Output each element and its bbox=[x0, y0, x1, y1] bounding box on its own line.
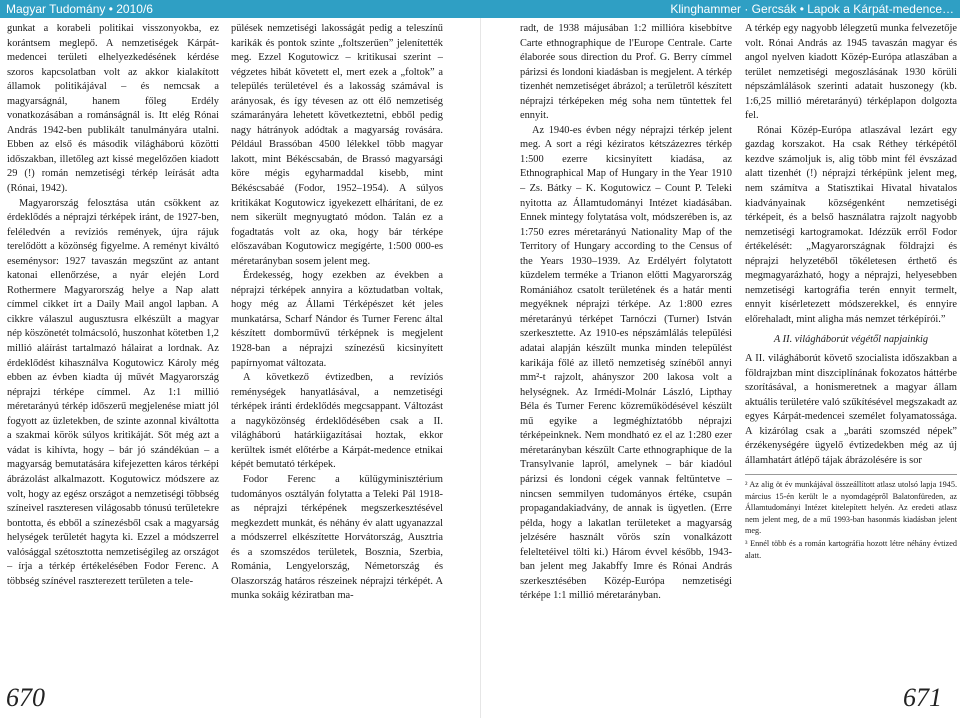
paragraph: radt, de 1938 májusában 1:2 millióra kisebbítve Carte ethnographique de l'Europe Centrale. Carte élaborée sous direction du Prof. G. Berry címmel párizsi és londoni kiadásban is megjelent. A térkép tizenhét nemzetiséget ábrázol; a területről készített néprajzi térképeken még soha nem tüntettek fel ennyit. bbox=[520, 23, 732, 122]
text-column-3 bbox=[520, 22, 732, 650]
text-column-4 bbox=[745, 22, 957, 650]
paragraph: Érdekesség, hogy ezekben az években a néprajzi térképek annyira a köztudatban voltak, hogy még az Állami Térképészet két jeles munkatársa, Scharf Nándor és Turner Ferenc által készített domborművű térképnek is megjelent 1928-ban a néprajzi színezésű kicsinyített papírnyomat változata. bbox=[231, 270, 443, 369]
footnote: ³ Ennél több és a román kartográfia hozott létre néhány évtized alatt. bbox=[745, 539, 957, 560]
paragraph: Az 1940-es évben négy néprajzi térkép jelent meg. A sort a régi kéziratos kétszázezres térkép 1:500 ezerre kicsinyített kiadása, az Ethnographical Map of Hungary in the Year 1910 – Zs. Bátky – K. Kogutowicz – Count P. Teleki nyitotta az Államtudományi Intézet kiadásában. Ennek mintegy folytatása volt, módszerében is, az 1:750 ezres méretarányú Nationality Map of the Territory of Hungary according to the Census of the Years 1930–1939. Az Erdélyért folytatott küzdelem terméke a Trianon előtti Magyarország Romániához csatolt területének és a határ menti megyéknek néprajzi térképe. Az 1:800 ezres méretarányú térképet Tarnóczi (Turner) István szerkesztette. Az 1910-es népszámlálás települési adatai alapján készült munka minden települést karikája főlé az illető nemzetiség színéből annyi mm²-t rajzolt, ahányszor 200 lakosa volt a helységnek. Az Irmédi-Molnár László, Lipthay Béla és Turner Ferenc közreműködésével készült mű egyike a legméghíztatóbb néprajzi térképeinknek. Nem mondható ez el az 1:280 ezer méretarányban készült Carte ethnographique de la Transylvanie lapról, amelynek – bár kiadóul párizsi és londoni cégek vannak feltüntetve – nincsen semmilyen tudományos értéke, csupán propagandakiadvány, de annak is ügyetlen. (Erre példa, hogy a lakatlan területeket a magyarság jelzésére használt vörös szín vonalkázott feleltetéivel tölti ki.) Három évvel később, 1943-ban jelent meg Jakabffy Imre és Rónai András szerkesztésében Közép-Európa nemzetiségi térképe 1:1 millió méretarányban. bbox=[520, 124, 732, 602]
footnote: ² Az alig öt év munkájával összeállított atlasz utolsó lapja 1945. március 15-én került le a nyomdagépről Balatonfüreden, az Államtudományi Intézet kitelepített helyén. Az eredeti atlasz nem jelent meg, de a mű 1993-ban hasonmás kiadásban jelent meg. bbox=[745, 480, 957, 536]
paragraph: A térkép egy nagyobb lélegzetű munka felvezetője volt. Rónai András az 1945 tavaszán magyar és angol nyelven kiadott Közép-Európa atlaszában a terület nemzetiségi megoszlásának 1930 körüli népszámlálások szerinti adatait huszonegy (kb. 1:6,25 millió méretarányú) térképlapon dolgozta fel. bbox=[745, 23, 957, 122]
running-header-left: Magyar Tudomány • 2010/6 bbox=[0, 0, 480, 18]
paragraph: Magyarország felosztása után csökkent az érdeklődés a néprajzi térképek iránt, de 1927-ben, feléledvén a revíziós remények, újra rájuk terelődött a közönség figyelme. A reményt kiváltó eseménysor: 1927 tavaszán megszűnt az antant katonai ellenőrzése, a nyár elején Lord Rothermere Magyarország helye a Nap alatt címmel cikket írt a Daily Mail angol lapban. A cikkre válaszul augusztusra elkészült a magyar nép köszönetét tolmácsoló, huszonhat kötetben 1,2 millió aláírást tartalmazó hálairat a lordnak. Az érdeklődést kihasználva Kogutowicz Károly még ebben az évben kiadta új művét Magyarország néprajzi térképe címmel. Az 1:1 millió méretarányú térkép időszerű megjelenése miatt jól fogyott az üzletekben, de szinte azonnal kiváltotta a szakmai körök súlyos kritikáját. Sőt még azt a vádat is kihívta, hogy – bár jó szándékúan – a magyarság bemutatására kifejezetten káros térképi ábrázolást alkalmazott. Kogutowicz módszere az volt, hogy az egész országot a nemzetiségi többség színeivel raszteresen világosabb tónusú területekre bontotta, és ebből a színezésből csak a magyarság helységek területét hagyta ki. Ezzel a módszerrel valósággal szétosztotta nemzetiségileg az országot – írja a térkép értékelésében Fodor Ferenc. A többség színével raszterezett területen a tele- bbox=[7, 197, 219, 587]
text-column-2 bbox=[231, 22, 443, 650]
paragraph: A II. világháborút követő szocialista időszakban a földrajzban mint diszciplínának fokozatos háttérbe szorításával, a honismeretnek a magyar állam aktuális területére való szűkítésével megszakadt az egyes Kárpát-medencei személet folyamatossága. A kizárólag csak a „baráti szomszéd népek” érzékenységére ügyelő évtizedekben még az új államhatárt átlépő tájak ábrázolésére is sor bbox=[745, 353, 957, 466]
page-number-left: 670 bbox=[6, 683, 45, 712]
paragraph: pülések nemzetiségi lakosságát pedig a teleszínű karikák és pontok szinte „foltszerűen” jelenítették meg. Ezzel Kogutowicz – kritikusai szerint – végzetes hibát követett el, mert ezek a „foltok” a település területével és a lakosság számával is arányosak, és így tévesen az ott élő nemzetiség számarányára lehetett következtetni, ebből pedig nagy hátrányok adódtak a magyarság rovására. Például Brassóban 4500 lélekkel több magyar lakott, mint Békéscsabán, de Brassó magyarsági köre mégis egyharmaddal kisebb, mint Békéscsabáé (Fodor, 1952–1954). A súlyos kritikákat Kogutowicz igyekezett elhárítani, de ez nem sikerült megnyugtató módon. Talán ez a fogadtatás volt az oka, hogy bár térképe előszavában Kogutowicz megígérte, 1:500 000-es méretarányban sosem jelent meg. bbox=[231, 23, 443, 267]
text-column-1 bbox=[7, 22, 219, 650]
page-number-right: 671 bbox=[903, 683, 942, 712]
paragraph: A következő évtizedben, a revíziós reménységek hanyatlásával, a nemzetiségi térképek iránti érdeklődés megcsappant. Változást a nagyközönség érdeklődésében csak a II. világháború határkiigazításai hoztak, ekkor kerültek ismét előtérbe a Kárpát-medence etnikai képét bemutató térképek. bbox=[231, 372, 443, 471]
paragraph: Rónai Közép-Európa atlaszával lezárt egy gazdag korszakot. Ha csak Réthey térképétől kezdve számoljuk is, alig több mint fél évszázad alatt tizenhét (!) néprajzi térképünk jelent meg, nem számítva a Statisztikai Hivatal hivatalos kiadványainak községenként nemzetiségi térképeit, és a belső használatra rajzolt nagyobb nemzetiségi kartogramokat. Idézzük erről Fodor értékelését: „Magyarországnak földrajzi és néprajzi helyzetéből tökéletesen érthető és megmagyarázható, hogy a néprajzi, helyesebben nemzetiségi kartográfia terén ennyit termelt, ennyit kísérletezett módszerekkel, és ennyire előrehaladt, mint aligha más nemzet térképírói.” bbox=[745, 124, 957, 325]
paragraph: gunkat a korabeli politikai visszonyokba, ez korántsem meglepő. A nemzetiségek Kárpát-medencei területi elhelyezkedésének kérdése szoros kapcsolatban volt az akkor kialakított államok politikájával – és nemcsak a magyarságnál, hanem főleg Erdély vonatkozásában a románságnál is. Itt elég Rónai András 1942-ben publikált tanulmányára utalni. Ebben az első és második világháború közötti időszakban, illetőleg azt kissé megelőzően kiadott 29 (!) román nemzetiségi térkép leírását adta (Rónai, 1942). bbox=[7, 23, 219, 195]
paragraph: Fodor Ferenc a külügyminisztérium tudományos osztályán folytatta a Teleki Pál 1918-as néprajzi térképének megszerkesztésével megkezdett munkát, és néhány év alatt ugyanazzal a módszerrel elkészítette Horvátország, Ausztria és a szomszédos területek, Bosznia, Szerbia, Románia, Lengyelország, Németország és Olaszország határos részeinek néprajzi térképét. A munka sokáig kéziratban ma- bbox=[231, 473, 443, 602]
running-header-right: Klinghammer · Gercsák • Lapok a Kárpát-medence… bbox=[480, 0, 960, 18]
section-heading: A II. világháborút végétől napjainkig bbox=[773, 334, 929, 346]
page-gutter bbox=[480, 18, 481, 718]
footnotes bbox=[745, 474, 957, 561]
